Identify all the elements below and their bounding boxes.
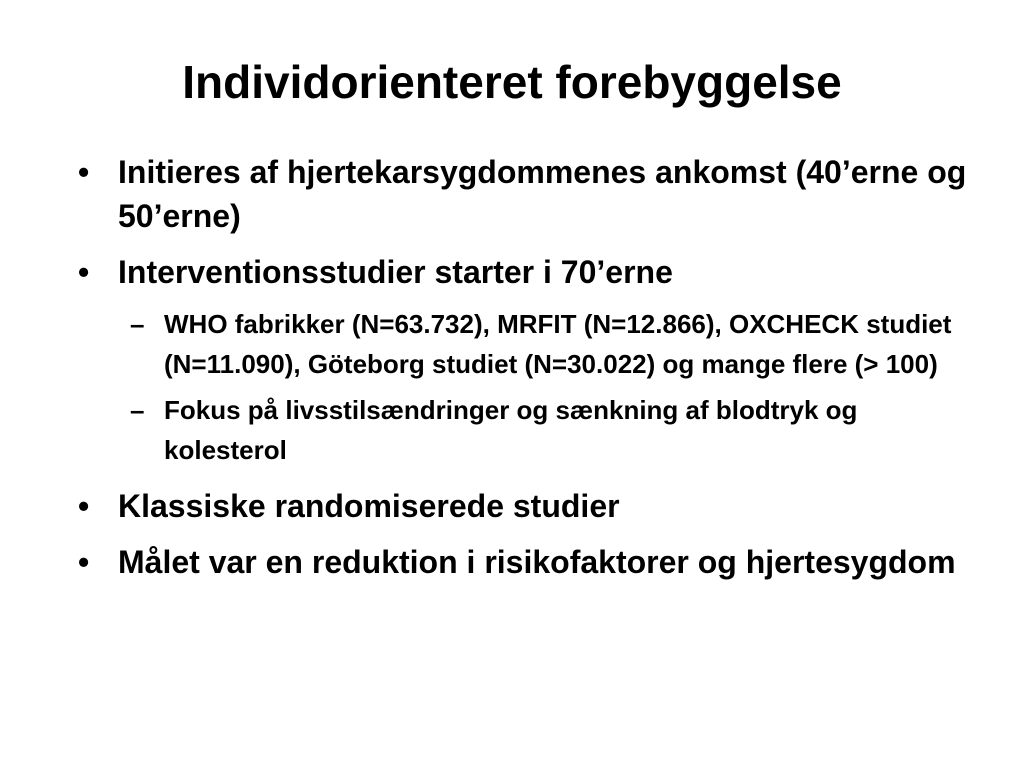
- bullet-text: Initieres af hjertekarsygdommenes ankomst (40’erne og 50’erne): [118, 154, 967, 234]
- sub-bullet-marker: –: [130, 309, 145, 339]
- bullet-list: [78, 150, 978, 596]
- sub-bullet-text: WHO fabrikker (N=63.732), MRFIT (N=12.866), OXCHECK studiet (N=11.090), Göteborg studiet (N=30.022) og mange flere (> 100): [164, 309, 952, 379]
- slide-title: Individorienteret forebyggelse: [182, 56, 842, 108]
- bullet-item: [78, 540, 978, 584]
- bullet-text: Klassiske randomiserede studier: [118, 488, 620, 524]
- bullet-marker: •: [78, 488, 90, 524]
- sub-bullet-marker: –: [130, 395, 145, 425]
- bullet-marker: •: [78, 254, 90, 290]
- bullet-item: [78, 150, 978, 238]
- bullet-text: Målet var en reduktion i risikofaktorer og hjertesygdom: [118, 544, 956, 580]
- bullet-marker: •: [78, 544, 90, 580]
- bullet-text: Interventionsstudier starter i 70’erne: [118, 254, 673, 290]
- sub-bullet-item: [78, 304, 978, 384]
- bullet-item: [78, 250, 978, 294]
- sub-bullet-item: [78, 390, 978, 470]
- sub-bullet-text: Fokus på livsstilsændringer og sænkning af blodtryk og kolesterol: [164, 395, 858, 465]
- bullet-item: [78, 484, 978, 528]
- bullet-marker: •: [78, 154, 90, 190]
